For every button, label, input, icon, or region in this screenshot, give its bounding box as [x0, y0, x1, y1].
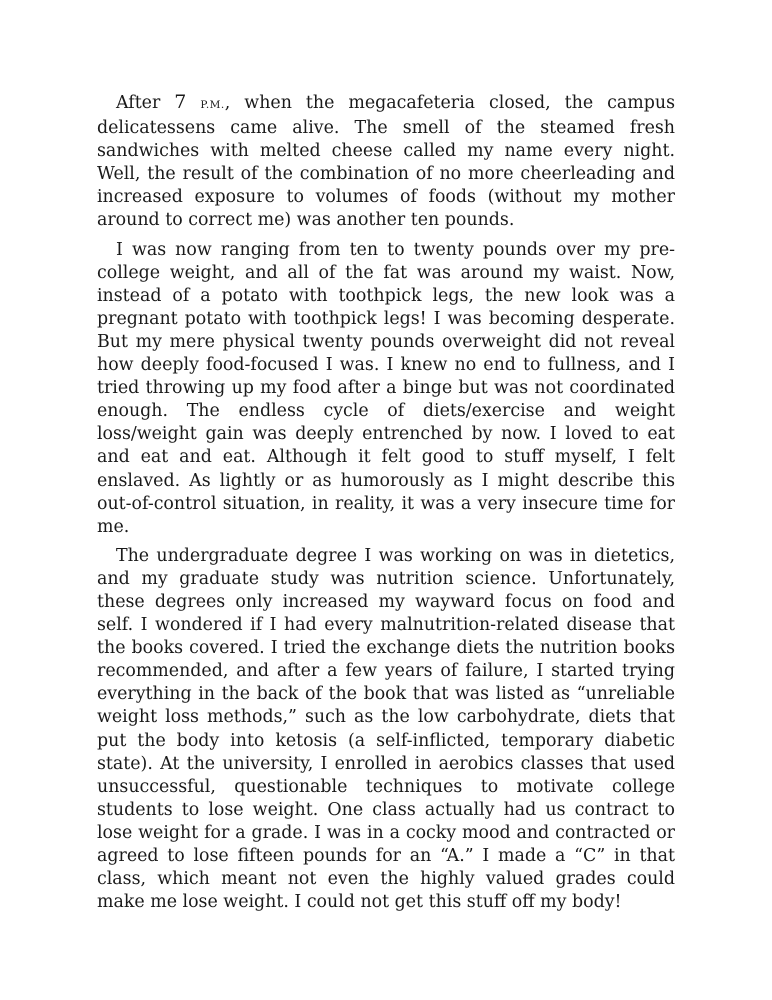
paragraph-1-lead: After: [116, 93, 175, 113]
time-number: 7: [174, 91, 187, 113]
time-suffix: P.M.: [200, 99, 225, 111]
paragraph-2: I was now ranging from ten to twenty pounds over my pre-college weight, and all of the fat was around my waist. Now, instead of a potato with toothpick legs, the new look was a pregnant potato with toothpick legs! I was becoming desperate. But my mere physical twenty pounds overweight did not reveal how deeply food-focused I was. I knew no end to fullness, and I tried throwing up my food after a binge but was not coordinated enough. The endless cycle of diets/exercise and weight loss/weight gain was deeply entrenched by now. I loved to eat and eat and eat. Although it felt good to stuff myself, I felt enslaved. As lightly or as humorously as I might describe this out-of-control situation, in reality, it was a very insecure time for me.: [97, 239, 675, 537]
paragraph-3: The undergraduate degree I was working on was in dietetics, and my graduate study was nutrition science. Unfortunately, these degrees only increased my wayward focus on food and self. I wondered if I had every malnutrition-related disease that the books covered. I tried the exchange diets the nutrition books recommended, and after a few years of failure, I started trying everything in the back of the book that was listed as “unreliable weight loss methods,” such as the low carbohydrate, diets that put the body into ketosis (a self-inflicted, temporary diabetic state). At the university, I enrolled in aerobics classes that used unsuccessful, questionable techniques to motivate college students to lose weight. One class actually had us contract to lose weight for a grade. I was in a cocky mood and contracted or agreed to lose fifteen pounds for an “A.” I made a “C” in that class, which meant not even the highly valued grades could make me lose weight. I could not get this stuff off my body!: [97, 545, 675, 913]
paragraph-1-rest: , when the megacafeteria closed, the campus delicatessens came alive. The smell of the steamed fresh sandwiches with melted cheese called my name every night. Well, the result of the combination of no more cheerleading and increased exposure to volumes of foods (without my mother around to correct me) was another ten pounds.: [97, 93, 676, 231]
paragraph-1: [97, 91, 675, 233]
document-page: [97, 91, 675, 920]
